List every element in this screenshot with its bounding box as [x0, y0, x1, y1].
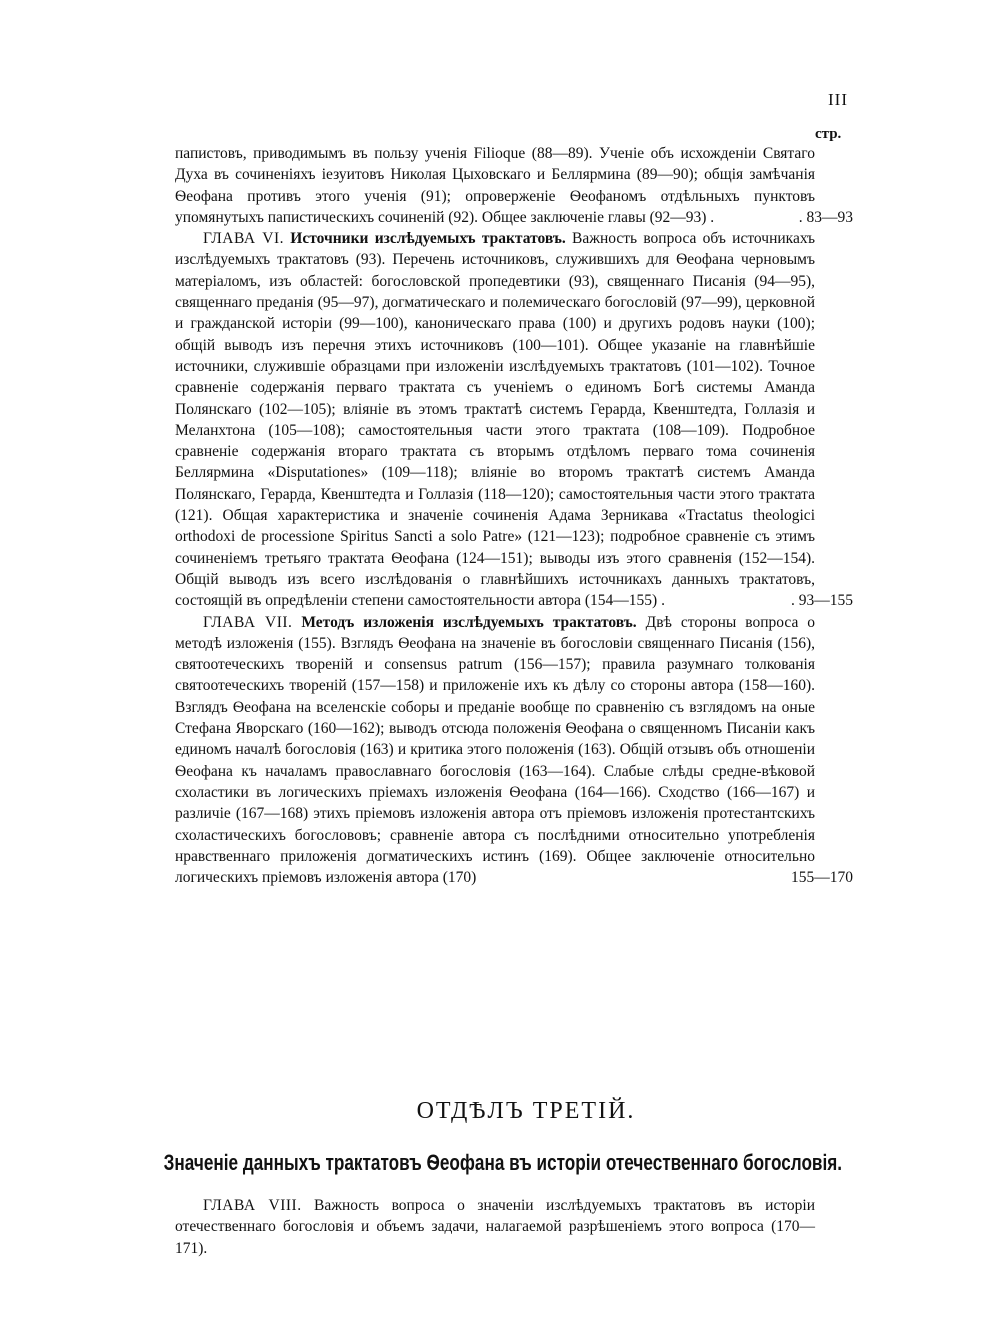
- section-heading: ОТДѢЛЪ ТРЕТІЙ.: [416, 1098, 636, 1124]
- toc-entry-chapter-6: [175, 228, 853, 611]
- entry-text: папистовъ, приводимымъ въ пользу ученія Filioque (88—89). Ученіе объ исхожденіи Святаго Духа въ сочиненіяхъ іезуитовъ Николая Цыховскаго и Беллярмина (89—90); общія замѣчанія Ѳеофана противъ этого ученія (91); опроверженіе Ѳеофаномъ отдѣльныхъ пунктовъ упомянутыхъ папистическихъ сочиненій (92). Общее заключеніе главы (92—93) .: [175, 145, 815, 226]
- toc-entry-chapter-5-continuation: [175, 143, 853, 228]
- chapter-label: ГЛАВА VII.: [203, 613, 293, 631]
- toc-entry-chapter-8: [175, 1195, 815, 1259]
- toc-entry-chapter-7: [175, 612, 853, 889]
- entry-page-range: . 93—155: [791, 592, 853, 610]
- page-number: III: [828, 90, 848, 109]
- entry-text: Двѣ стороны вопроса о методѣ изложенія (155). Взглядъ Ѳеофана на значеніе въ богословіи священнаго Писанія (156), святоотеческихъ твореній и consensus patrum (156—157); правила разумнаго толкованія святоотеческихъ твореній (157—158) и приложеніе ихъ къ дѣлу со стороны автора (158—160). Взглядъ Ѳеофана на вселенскіе соборы и преданіе вообще по сравненію съ взглядомъ на оные Стефана Яворскаго (160—162); выводъ отсюда положенія Ѳеофана о священномъ Писаніи какъ единомъ началѣ богословія (163) и критика этого положенія (163). Общій отзывъ объ отношеніи Ѳеофана къ началамъ православнаго богословія (163—164). Слабые слѣды средне-вѣковой схоластики въ логическихъ пріемахъ изложенія Ѳеофана (164—166). Сходство (166—167) и различіе (167—168) этихъ пріемовъ изложенія автора отъ пріемовъ изложенія протестантскихъ схоластическихъ богослововъ; сравненіе автора съ послѣдними относительно употребленія нравственнаго приложенія догматическихъ истинъ (169). Общее заключеніе относительно логическихъ пріемовъ изложенія автора (170): [175, 613, 816, 887]
- entry-page-range: . 83—93: [798, 208, 853, 226]
- chapter-title: Методъ изложенія изслѣдуемыхъ трактатовъ.: [301, 613, 637, 631]
- chapter-label: ГЛАВА VI.: [203, 230, 285, 248]
- chapter-title: Источники изслѣдуемыхъ трактатовъ.: [290, 230, 566, 248]
- table-of-contents: [175, 143, 853, 888]
- section-subtitle: Значеніе данныхъ трактатовъ Ѳеофана въ исторіи отечественнаго богословія.: [163, 1150, 843, 1175]
- page-column-header: стр.: [815, 126, 842, 142]
- chapter-label: ГЛАВА VIII.: [203, 1197, 302, 1214]
- entry-text: Важность вопроса объ источникахъ изслѣдуемыхъ трактатовъ (93). Перечень источниковъ, служившихъ для Ѳеофана черновымъ матеріаломъ, изъ областей: богословской пропедевтики (93), священнаго Писанія (94—95), священнаго преданія (95—97), догматическаго и полемическаго богословій (97—99), церковной и гражданской исторіи (99—100), каноническаго права (100) и другихъ родовъ науки (100); общій выводъ изъ перечня этихъ источниковъ (100—101). Общее указаніе на главнѣйшіе источники, служившіе образцами при изложеніи изслѣдуемыхъ трактатовъ (101—102). Точное сравненіе содержанія перваго трактата съ ученіемъ о единомъ Богѣ системы Аманда Полянскаго (102—105); вліяніе въ этомъ трактатѣ системъ Герарда, Квенштедта, Голлазія и Меланхтона (105—108); самостоятельныя части этого трактата (108—109). Подробное сравненіе содержанія втораго трактата съ вторымъ отдѣломъ перваго тома сочиненія Беллярмина «Disputationes» (109—118); вліяніе во второмъ трактатѣ системъ Аманда Полянскаго, Герарда, Квенштедта и Голлазія (118—120); самостоятельныя части этого трактата (121). Общая характеристика и значеніе сочиненія Адама Зерникава «Tractatus theologici orthodoxi de processione Spiritus Sancti a solo Patre» (121—123); подробное сравненіе съ этимъ сочиненіемъ третьяго трактата Ѳеофана (124—151); выводы изъ этого сравненія (152—154). Общій выводъ изъ всего изслѣдованія о главнѣйшихъ источникахъ данныхъ трактатовъ, состоящій въ опредѣленіи степени самостоятельности автора (154—155) .: [175, 230, 816, 610]
- entry-text: Важность вопроса о значеніи изслѣдуемыхъ трактатовъ въ исторіи отечественнаго богословія и объемъ задачи, налагаемой разрѣшеніемъ этого вопроса (170—171).: [175, 1197, 816, 1257]
- entry-page-range: 155—170: [791, 869, 853, 887]
- entry-body: [175, 1195, 815, 1259]
